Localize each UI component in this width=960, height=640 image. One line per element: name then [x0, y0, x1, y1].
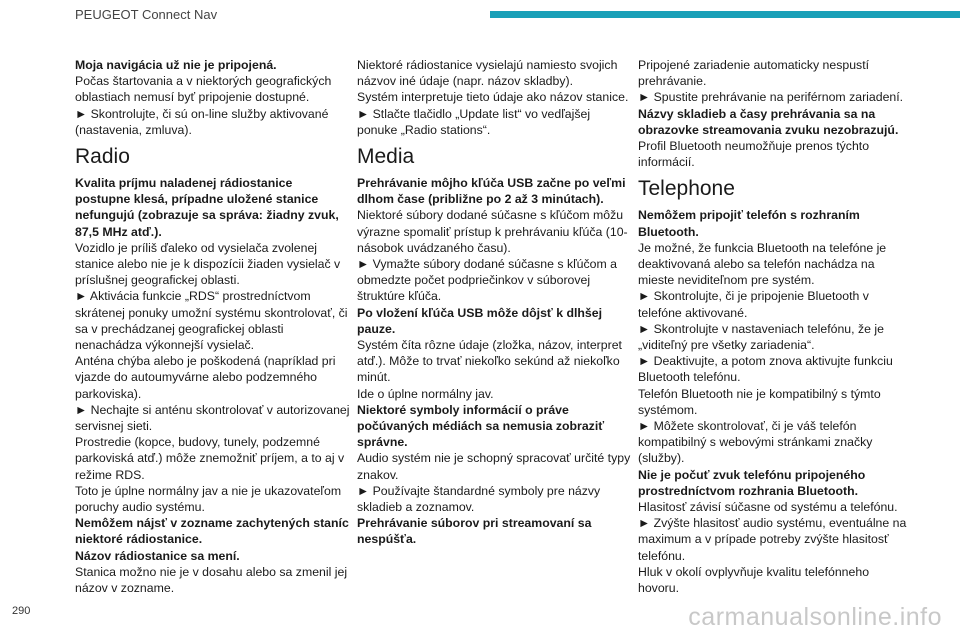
body-paragraph: Systém číta rôzne údaje (zložka, názov, interpret atď.). Môže to trvať niekoľko sekúnd až niekoľko minút. [357, 338, 622, 385]
header-accent-bar [490, 11, 960, 18]
section-heading: Radio [75, 145, 130, 169]
body-paragraph: Hluk v okolí ovplyvňuje kvalitu telefónneho hovoru. [638, 564, 870, 596]
body-paragraph: Systém interpretuje tieto údaje ako názov stanice. [357, 90, 629, 105]
question-heading: Nemôžem pripojiť telefón s rozhraním Bluetooth. [638, 208, 860, 239]
running-header: PEUGEOT Connect Nav [75, 7, 218, 22]
body-paragraph: Anténa chýba alebo je poškodená (napríklad pri vjazde do autoumyvárne alebo podzemného parkoviska). [75, 354, 336, 401]
body-paragraph: Audio systém nie je schopný spracovať určité typy znakov. [357, 451, 631, 482]
body-paragraph: ► Vymažte súbory dodané súčasne s kľúčom a obmedzte počet podpriečinkov v súborovej štruktúre kľúča. [357, 257, 617, 304]
body-paragraph: ► Aktivácia funkcie „RDS“ prostredníctvom skrátenej ponuky umožní systému skontrolovať, či sa v prechádzanej geografickej oblasti nenachádza výkonnejší vysielač. [75, 289, 348, 353]
body-paragraph: Pripojené zariadenie automaticky nespustí prehrávanie. [638, 58, 870, 89]
body-paragraph: ► Skontrolujte, či sú on-line služby aktivované (nastavenia, zmluva). [75, 106, 329, 137]
body-paragraph: Počas štartovania a v niektorých geografických oblastiach nemusí byť pripojenie dostupné. [75, 74, 332, 105]
body-paragraph: ► Používajte štandardné symboly pre názvy skladieb a zoznamov. [357, 483, 601, 515]
section-heading: Telephone [638, 177, 735, 201]
watermark: carmanualsonline.info [688, 603, 942, 631]
body-paragraph: Vozidlo je príliš ďaleko od vysielača zvolenej stanice alebo nie je k dispozícii žiaden vysielač v príslušnej geografickej oblasti. [75, 240, 341, 288]
body-paragraph: Toto je úplne normálny jav a nie je ukazovateľom poruchy audio systému. [75, 483, 342, 515]
question-heading: Prehrávanie môjho kľúča USB začne po veľmi dlhom čase (približne po 2 až 3 minútach). [357, 176, 626, 207]
body-paragraph: Hlasitosť závisí súčasne od systému a telefónu. [638, 500, 898, 515]
text-column-2 [357, 57, 632, 548]
body-paragraph: Ide o úplne normálny jav. [357, 386, 494, 401]
body-paragraph: ► Zvýšte hlasitosť audio systému, eventuálne na maximum a v prípade potreby zvýšte hlasitosť telefónu. [638, 516, 907, 563]
text-column-1 [75, 57, 350, 596]
question-heading: Niektoré symboly informácií o práve počúvaných médiách sa nemusia zobraziť správne. [357, 402, 605, 450]
body-paragraph: Profil Bluetooth neumožňuje prenos týchto informácií. [638, 139, 870, 170]
question-heading: Kvalita príjmu naladenej rádiostanice postupne klesá, prípadne uložené stanice nefungujú (zobrazuje sa správa: žiadny zvuk, 87,5 MHz atď.). [75, 176, 339, 239]
text-column-3 [638, 57, 913, 596]
body-paragraph: ► Skontrolujte, či je pripojenie Bluetooth v telefóne aktivované. [638, 289, 869, 320]
question-heading: Nie je počuť zvuk telefónu pripojeného prostredníctvom rozhrania Bluetooth. [638, 467, 866, 498]
question-heading: Moja navigácia už nie je pripojená. [75, 58, 277, 72]
page-number: 290 [12, 605, 31, 617]
question-heading: Po vložení kľúča USB môže dôjsť k dlhšej pauze. [357, 305, 603, 336]
body-paragraph: ► Deaktivujte, a potom znova aktivujte funkciu Bluetooth telefónu. [638, 354, 893, 385]
body-paragraph: ► Stlačte tlačidlo „Update list“ vo vedľajšej ponuke „Radio stations“. [357, 106, 591, 137]
body-paragraph: Stanica možno nie je v dosahu alebo sa zmenil jej názov v zozname. [75, 564, 348, 596]
body-paragraph: ► Nechajte si anténu skontrolovať v autorizovanej servisnej sieti. [75, 402, 350, 434]
body-paragraph: Niektoré súbory dodané súčasne s kľúčom môžu výrazne spomaliť prístup k prehrávaniu kľúča (10-násobok uvádzaného času). [357, 208, 628, 255]
body-paragraph: Telefón Bluetooth nie je kompatibilný s týmto systémom. [638, 386, 881, 417]
body-paragraph: Niektoré rádiostanice vysielajú namiesto svojich názvov iné údaje (napr. názov skladby). [357, 58, 618, 89]
question-heading: Názov rádiostanice sa mení. [75, 548, 240, 563]
question-heading: Názvy skladieb a časy prehrávania sa na obrazovke streamovania zvuku nezobrazujú. [638, 106, 899, 137]
body-paragraph: ► Môžete skontrolovať, či je váš telefón kompatibilný s webovými stránkami značky (služby). [638, 419, 873, 466]
question-heading: Prehrávanie súborov pri streamovaní sa nespúšťa. [357, 516, 592, 547]
question-heading: Nemôžem nájsť v zozname zachytených staníc niektoré rádiostanice. [75, 516, 349, 547]
body-paragraph: ► Skontrolujte v nastaveniach telefónu, že je „viditeľný pre všetky zariadenia“. [638, 321, 884, 353]
body-paragraph: Prostredie (kopce, budovy, tunely, podzemné parkoviská atď.) môže znemožniť príjem, a to aj v režime RDS. [75, 435, 345, 482]
section-heading: Media [357, 145, 415, 169]
body-paragraph: ► Spustite prehrávanie na periférnom zariadení. [638, 90, 904, 105]
body-paragraph: Je možné, že funkcia Bluetooth na telefóne je deaktivovaná alebo sa telefón nachádza na mieste neviditeľnom pre systém. [638, 240, 887, 288]
